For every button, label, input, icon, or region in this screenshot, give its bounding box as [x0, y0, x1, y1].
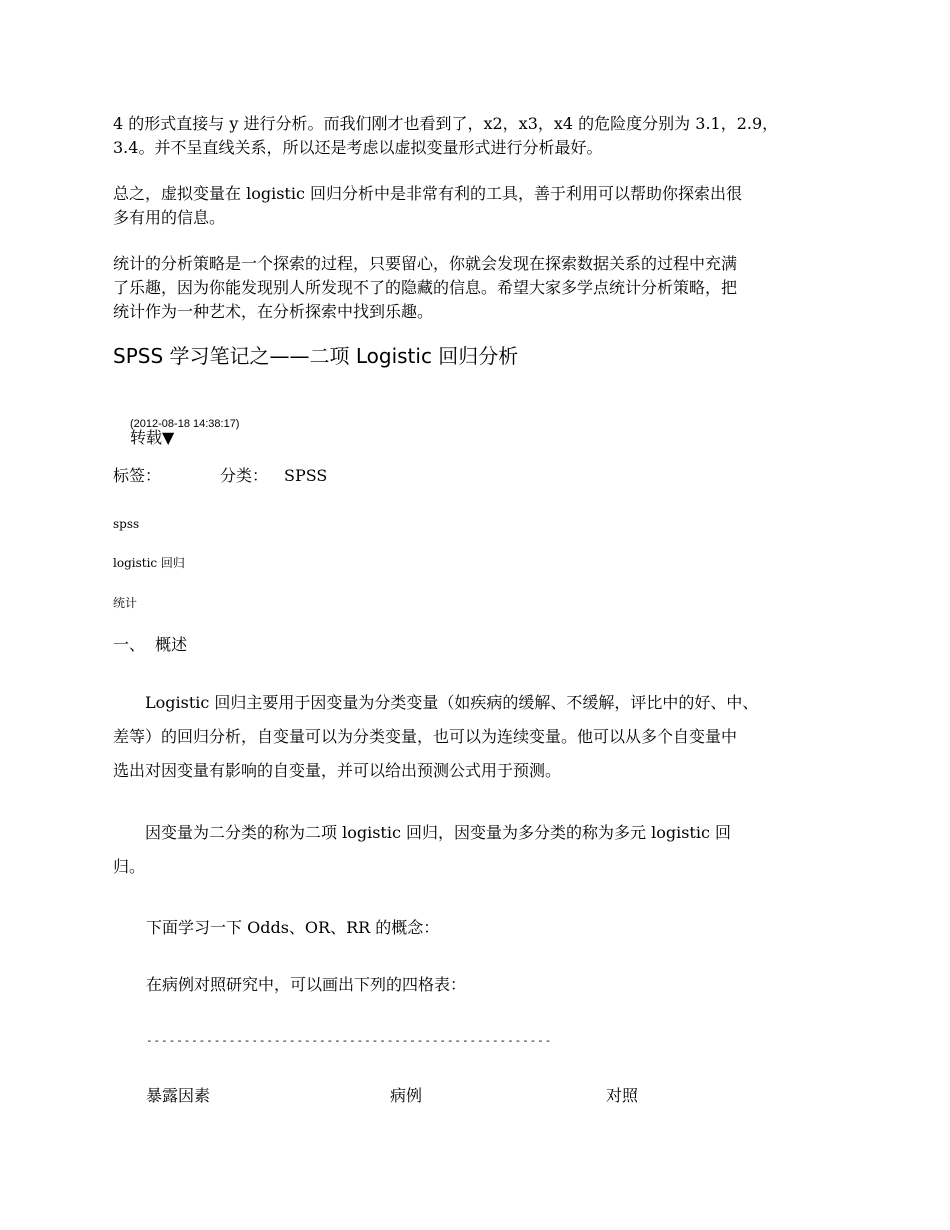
paragraph-concepts: 下面学习一下 Odds、OR、RR 的概念： — [146, 918, 440, 937]
paragraph-table-intro: 在病例对照研究中，可以画出下列的四格表： — [146, 975, 467, 994]
text-line: Logistic 回归主要用于因变量为分类变量（如疾病的缓解、不缓解，评比中的好、中、 — [145, 693, 759, 712]
text-line: 统计的分析策略是一个探索的过程，只要留心，你就会发现在探索数据关系的过程中充满 — [113, 254, 738, 273]
text-line: 统计作为一种艺术，在分析探索中找到乐趣。 — [113, 302, 434, 321]
tags-label: 标签： — [113, 466, 162, 485]
paragraph-analysis-strategy — [113, 252, 853, 324]
text-line: 总之，虚拟变量在 logistic 回归分析中是非常有利的工具，善于利用可以帮助你探索出很 — [113, 184, 743, 203]
paragraph-binary-logistic — [113, 816, 858, 884]
table-header-controls: 对照 — [606, 1086, 639, 1105]
text-line: 4 的形式直接与 y 进行分析。而我们刚才也看到了，x2，x3，x4 的危险度分别为 3.1，2.9， — [113, 114, 779, 133]
table-header-cases: 病例 — [390, 1086, 423, 1105]
text-line: 多有用的信息。 — [113, 208, 226, 227]
text-line: 差等）的回归分析，自变量可以为分类变量，也可以为连续变量。他可以从多个自变量中 — [113, 727, 738, 746]
text-line: 选出对因变量有影响的自变量，并可以给出预测公式用于预测。 — [113, 761, 562, 780]
paragraph-risk-analysis — [113, 112, 853, 160]
tag-link-spss[interactable]: spss — [113, 517, 140, 531]
repost-dropdown[interactable]: 转载▼ — [130, 428, 175, 447]
article-date: (2012-08-18 14:38:17) — [130, 418, 240, 430]
table-header-exposure: 暴露因素 — [146, 1086, 211, 1105]
paragraph-logistic-intro — [113, 686, 858, 788]
category-label: 分类： — [220, 466, 269, 485]
article-title: SPSS 学习笔记之——二项 Logistic 回归分析 — [113, 344, 519, 368]
tag-link-statistics[interactable]: 统计 — [113, 596, 138, 610]
text-line: 3.4。并不呈直线关系，所以还是考虑以虚拟变量形式进行分析最好。 — [113, 138, 603, 157]
paragraph-dummy-variable-summary — [113, 182, 853, 230]
section-heading-overview: 一、 概述 — [113, 635, 188, 654]
dashed-separator: ------------------------------------------------------ — [146, 1034, 553, 1047]
text-line: 了乐趣，因为你能发现别人所发现不了的隐藏的信息。希望大家多学点统计分析策略，把 — [113, 278, 738, 297]
text-line: 因变量为二分类的称为二项 logistic 回归，因变量为多分类的称为多元 logistic 回 — [145, 823, 732, 842]
text-line: 归。 — [113, 857, 146, 876]
tag-link-logistic[interactable]: logistic 回归 — [113, 556, 185, 570]
category-link-spss[interactable]: SPSS — [284, 466, 328, 485]
